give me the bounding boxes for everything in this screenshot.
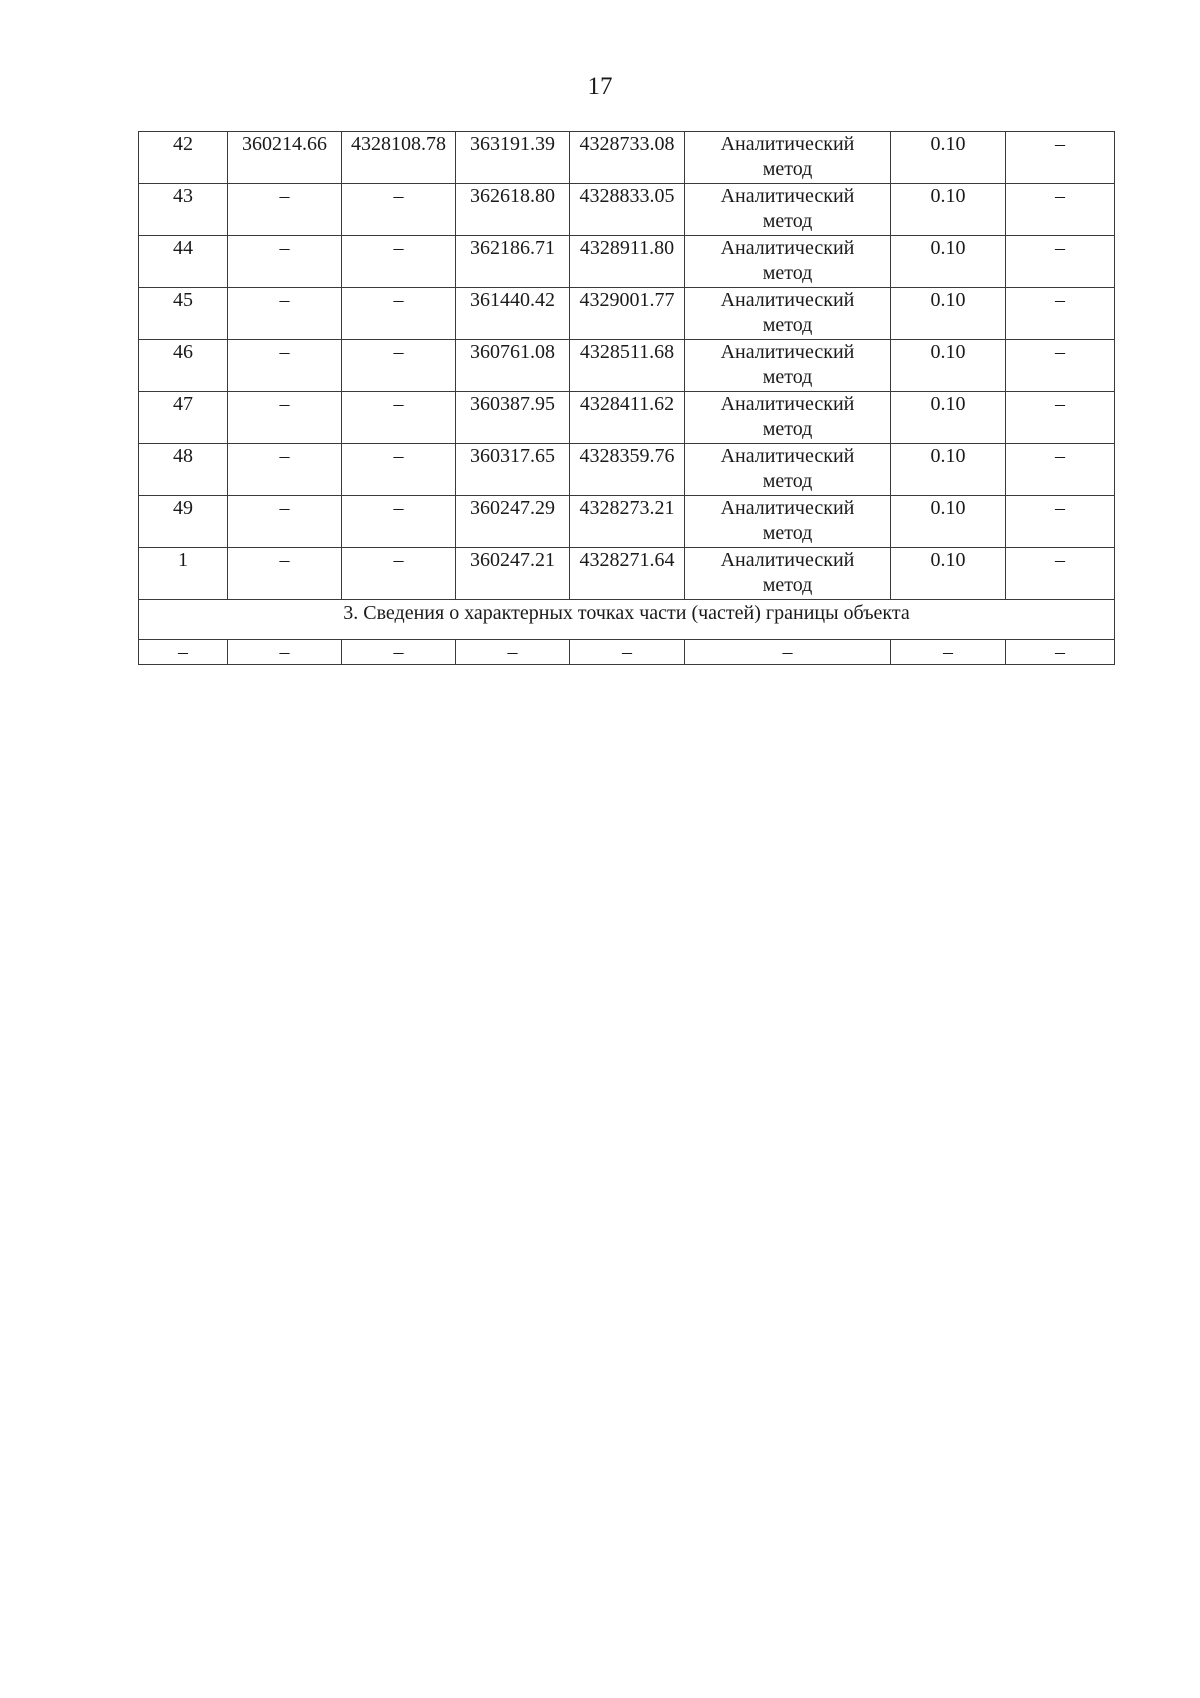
table-row: [139, 640, 1115, 665]
cell-x-existing: –: [228, 548, 342, 600]
cell-y-existing: –: [342, 288, 456, 340]
table-row: [139, 392, 1115, 444]
cell-x-existing: –: [228, 288, 342, 340]
cell-empty: –: [228, 640, 342, 665]
cell-accuracy: 0.10: [891, 132, 1006, 184]
cell-y-existing: –: [342, 184, 456, 236]
cell-x-existing: –: [228, 340, 342, 392]
cell-method: Аналитический метод: [685, 236, 891, 288]
cell-x-new: 360247.29: [456, 496, 570, 548]
page-number: 17: [587, 73, 613, 100]
cell-x-new: 360247.21: [456, 548, 570, 600]
cell-description: –: [1006, 340, 1115, 392]
cell-x-new: 360387.95: [456, 392, 570, 444]
cell-y-existing: –: [342, 548, 456, 600]
cell-point-number: 42: [139, 132, 228, 184]
cell-x-new: 361440.42: [456, 288, 570, 340]
cell-description: –: [1006, 132, 1115, 184]
cell-y-existing: –: [342, 340, 456, 392]
cell-description: –: [1006, 548, 1115, 600]
cell-x-new: 360761.08: [456, 340, 570, 392]
cell-y-new: 4328271.64: [570, 548, 685, 600]
cell-description: –: [1006, 496, 1115, 548]
cell-empty: –: [1006, 640, 1115, 665]
cell-accuracy: 0.10: [891, 184, 1006, 236]
cell-x-existing: 360214.66: [228, 132, 342, 184]
cell-accuracy: 0.10: [891, 340, 1006, 392]
cell-x-new: 362618.80: [456, 184, 570, 236]
cell-accuracy: 0.10: [891, 236, 1006, 288]
cell-accuracy: 0.10: [891, 496, 1006, 548]
table-body: [139, 132, 1115, 665]
cell-empty: –: [570, 640, 685, 665]
cell-empty: –: [342, 640, 456, 665]
cell-method: Аналитический метод: [685, 548, 891, 600]
cell-description: –: [1006, 444, 1115, 496]
cell-method: Аналитический метод: [685, 340, 891, 392]
table-row: [139, 184, 1115, 236]
cell-point-number: 45: [139, 288, 228, 340]
cell-x-new: 362186.71: [456, 236, 570, 288]
table-row: [139, 236, 1115, 288]
cell-y-existing: –: [342, 496, 456, 548]
cell-point-number: 43: [139, 184, 228, 236]
cell-x-new: 363191.39: [456, 132, 570, 184]
cell-y-existing: –: [342, 236, 456, 288]
cell-point-number: 1: [139, 548, 228, 600]
cell-accuracy: 0.10: [891, 392, 1006, 444]
cell-y-new: 4328833.05: [570, 184, 685, 236]
cell-y-new: 4328911.80: [570, 236, 685, 288]
cell-method: Аналитический метод: [685, 184, 891, 236]
cell-y-existing: 4328108.78: [342, 132, 456, 184]
cell-point-number: 46: [139, 340, 228, 392]
table-row: [139, 340, 1115, 392]
cell-empty: –: [139, 640, 228, 665]
cell-x-existing: –: [228, 236, 342, 288]
cell-y-new: 4328273.21: [570, 496, 685, 548]
cell-point-number: 48: [139, 444, 228, 496]
cell-description: –: [1006, 392, 1115, 444]
table-row: [139, 548, 1115, 600]
cell-method: Аналитический метод: [685, 132, 891, 184]
section-heading: 3. Сведения о характерных точках части (частей) границы объекта: [139, 600, 1115, 640]
cell-description: –: [1006, 288, 1115, 340]
table-row: [139, 496, 1115, 548]
cell-point-number: 47: [139, 392, 228, 444]
cell-empty: –: [456, 640, 570, 665]
coordinates-table: [138, 131, 1115, 665]
cell-accuracy: 0.10: [891, 548, 1006, 600]
table-row: [139, 132, 1115, 184]
cell-accuracy: 0.10: [891, 288, 1006, 340]
cell-point-number: 44: [139, 236, 228, 288]
cell-method: Аналитический метод: [685, 496, 891, 548]
table-row: [139, 444, 1115, 496]
cell-method: Аналитический метод: [685, 392, 891, 444]
cell-empty: –: [685, 640, 891, 665]
cell-method: Аналитический метод: [685, 288, 891, 340]
cell-y-new: 4329001.77: [570, 288, 685, 340]
table-row: [139, 288, 1115, 340]
cell-x-existing: –: [228, 184, 342, 236]
section-heading-row: [139, 600, 1115, 640]
cell-y-new: 4328411.62: [570, 392, 685, 444]
cell-description: –: [1006, 184, 1115, 236]
cell-description: –: [1006, 236, 1115, 288]
cell-y-existing: –: [342, 392, 456, 444]
cell-y-new: 4328733.08: [570, 132, 685, 184]
cell-x-new: 360317.65: [456, 444, 570, 496]
cell-x-existing: –: [228, 392, 342, 444]
cell-x-existing: –: [228, 496, 342, 548]
cell-y-new: 4328359.76: [570, 444, 685, 496]
cell-point-number: 49: [139, 496, 228, 548]
cell-method: Аналитический метод: [685, 444, 891, 496]
cell-y-new: 4328511.68: [570, 340, 685, 392]
cell-empty: –: [891, 640, 1006, 665]
cell-x-existing: –: [228, 444, 342, 496]
cell-y-existing: –: [342, 444, 456, 496]
cell-accuracy: 0.10: [891, 444, 1006, 496]
